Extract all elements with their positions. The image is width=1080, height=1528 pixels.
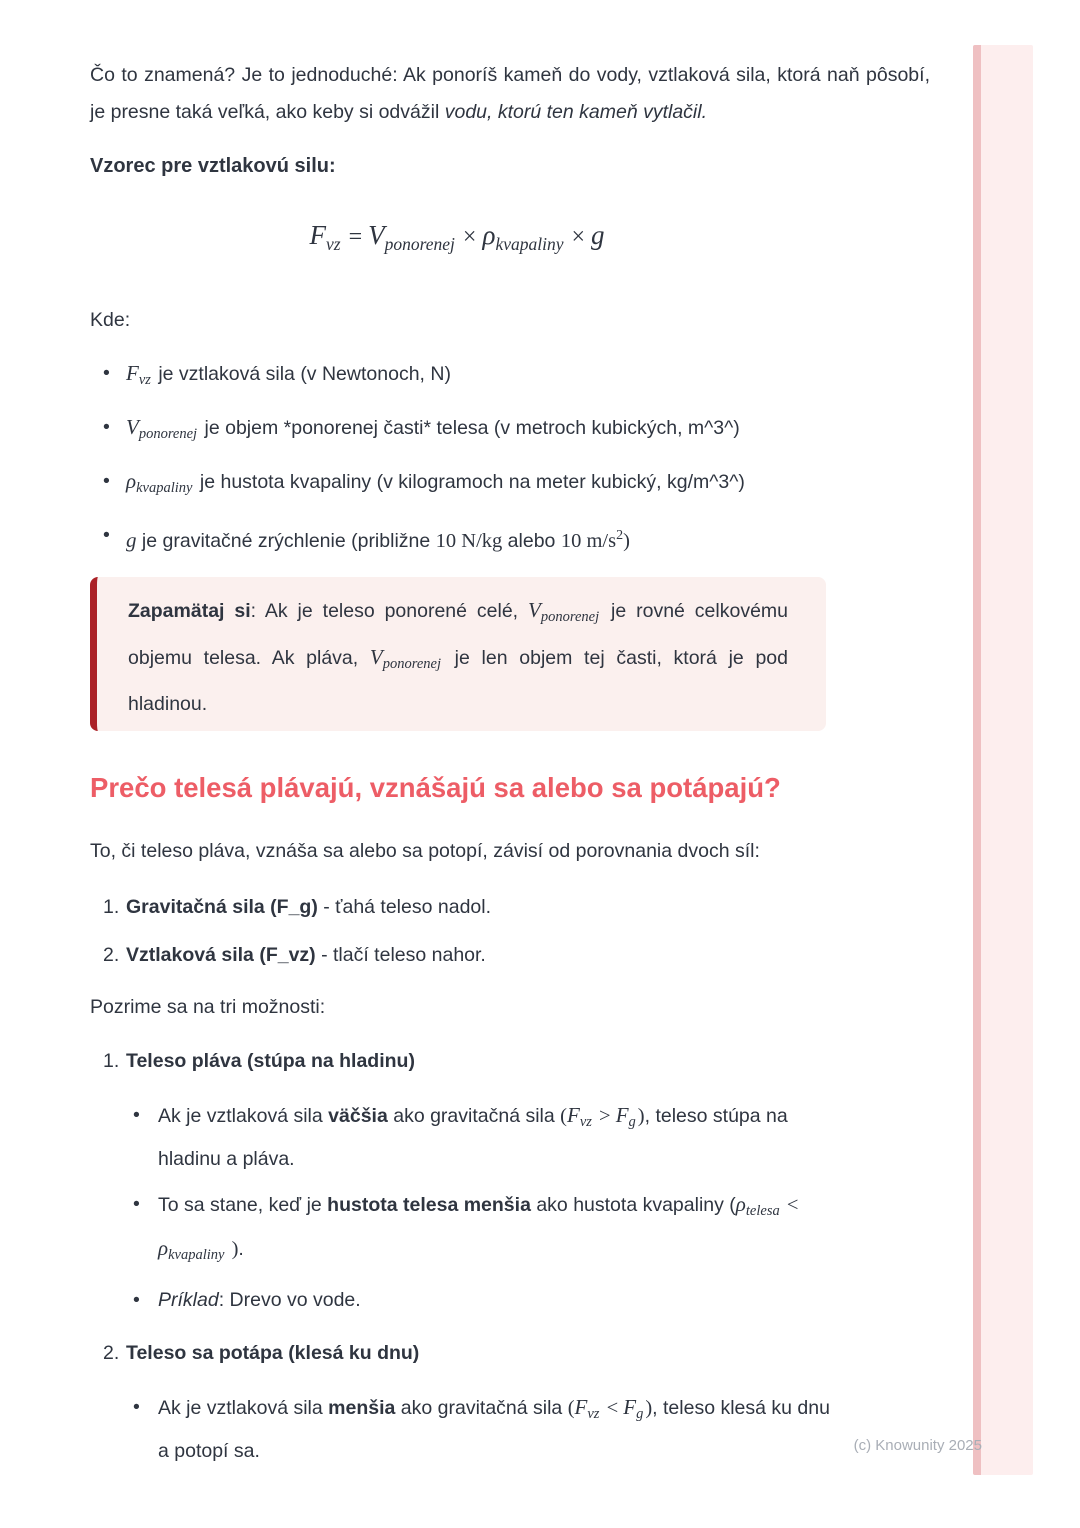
bullet-marker: • [103, 470, 110, 492]
list-item-text: Vztlaková sila (F_vz) - tlačí teleso nahor. [126, 944, 486, 966]
forces-list [90, 889, 930, 974]
number-marker: 2. [103, 1342, 120, 1364]
list-item [90, 355, 930, 399]
document-content [90, 57, 930, 1478]
list-item-text: Príklad: Drevo vo vode. [158, 1289, 361, 1311]
remember-note-box: Zapamätaj si: Ak je teleso ponorené celé, $V_{ponorenej}$ je rovné celkovému objemu telesa. Ak pláva, $V_{ponorenej}$ je len objem tej časti, ktorá je pod hladinou. [90, 577, 826, 731]
list-item-text: $F_{vz}$ je vztlaková sila (v Newtonoch, N) [126, 361, 451, 388]
list-item [90, 409, 930, 453]
list-item [90, 517, 930, 560]
bullet-marker: • [133, 1193, 140, 1215]
copyright-footer: (c) Knowunity 2025 [853, 1437, 982, 1454]
page-edge-strip [973, 45, 1033, 1475]
case-title-text: Teleso pláva (stúpa na hladinu) [126, 1050, 415, 1072]
case2-title [90, 1335, 930, 1372]
list-item-text: Ak je vztlaková sila väčšia ako gravitačná sila $(F_{vz} > F_g)$, teleso stúpa na hladinu a pláva. [158, 1103, 788, 1170]
case-title-text: Teleso sa potápa (klesá ku dnu) [126, 1342, 420, 1364]
kde-list [90, 355, 930, 560]
case2-bullets [90, 1389, 930, 1470]
list-item-text: Gravitačná sila (F_g) - ťahá teleso nadol. [126, 896, 492, 918]
bullet-marker: • [103, 416, 110, 438]
bullet-marker: • [103, 524, 110, 546]
list-item [90, 937, 930, 974]
compare-intro-paragraph: To, či teleso pláva, vznáša sa alebo sa potopí, závisí od porovnania dvoch síl: [90, 840, 760, 862]
three-options-paragraph: Pozrime sa na tri možnosti: [90, 996, 326, 1018]
kde-label: Kde: [90, 309, 131, 331]
list-item-text: To sa stane, keď je hustota telesa menšia ako hustota kvapaliny ($\rho_{telesa} < \rho_{kvapaliny}$ ). [158, 1192, 799, 1263]
list-item-text: Ak je vztlaková sila menšia ako gravitačná sila $(F_{vz} < F_g)$, teleso klesá ku dnu a potopí sa. [158, 1395, 830, 1462]
bullet-marker: • [133, 1104, 140, 1126]
number-marker: 1. [103, 1050, 120, 1072]
bullet-marker: • [133, 1396, 140, 1418]
list-item [90, 889, 930, 926]
list-item [90, 1097, 930, 1178]
intro-paragraph: Čo to znamená? Je to jednoduché: Ak ponoríš kameň do vody, vztlaková sila, ktorá naň pôsobí, je presne taká veľká, ako keby si odvážil vodu, ktorú ten kameň vytlačil. [90, 64, 930, 123]
formula-label: Vzorec pre vztlakovú silu: [90, 155, 336, 177]
case1-title [90, 1043, 930, 1080]
number-marker: 1. [103, 896, 120, 918]
bullet-marker: • [103, 362, 110, 384]
list-item-text: $\rho_{kvapaliny}$ je hustota kvapaliny (v kilogramoch na meter kubický, kg/m^3^) [126, 469, 745, 496]
list-item-text: g je gravitačné zrýchlenie (približne 10 N/kg alebo 10 $m/s^2$) [126, 528, 630, 552]
buoyancy-formula: Fvz = Vponorenej × ρkvapaliny × g [309, 220, 605, 254]
section-heading: Prečo telesá plávajú, vznášajú sa alebo sa potápajú? [90, 772, 781, 803]
list-item [90, 1186, 930, 1274]
bullet-marker: • [133, 1289, 140, 1311]
list-item-text: $V_{ponorenej}$ je objem *ponorenej časti* telesa (v metroch kubických, m^3^) [126, 415, 740, 442]
list-item [90, 1282, 930, 1319]
list-item [90, 463, 930, 507]
list-item [90, 1389, 930, 1470]
number-marker: 2. [103, 944, 120, 966]
case1-bullets [90, 1097, 930, 1319]
